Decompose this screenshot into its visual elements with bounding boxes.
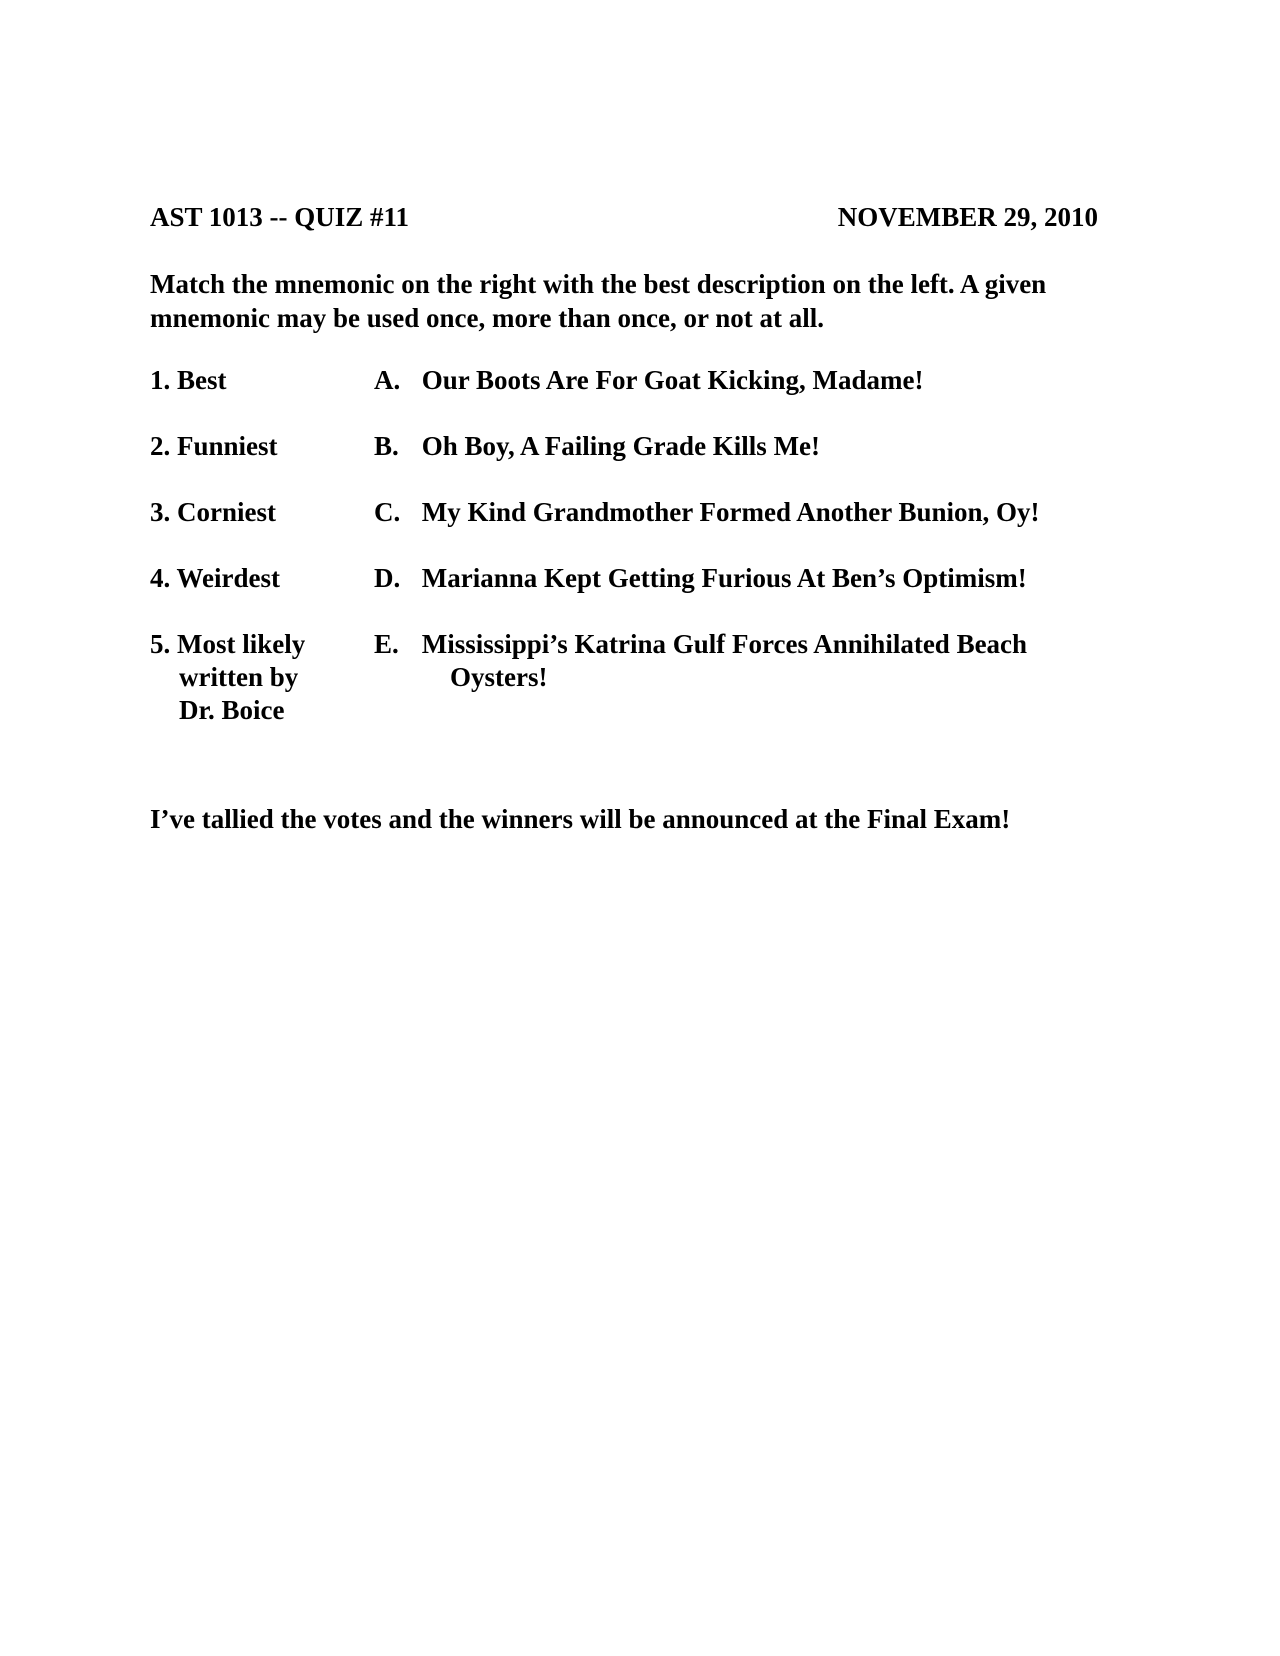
option-letter-b: B. — [374, 431, 399, 461]
closing-note: I’ve tallied the votes and the winners will be announced at the Final Exam! — [150, 804, 1011, 834]
mnemonic-option-e — [374, 628, 1114, 694]
description-5 — [150, 628, 360, 727]
instructions — [150, 267, 1150, 335]
instructions-line-1: Match the mnemonic on the right with the best description on the left. A given — [150, 269, 1047, 299]
option-letter-d: D. — [374, 563, 401, 593]
description-5-line-1: 5. Most likely — [150, 629, 306, 659]
mnemonic-option-c — [374, 496, 1114, 529]
option-letter-a: A. — [374, 365, 401, 395]
mnemonic-option-b — [374, 430, 1114, 463]
option-letter-c: C. — [374, 497, 401, 527]
description-2: 2. Funniest — [150, 431, 278, 461]
mnemonic-text-d: Marianna Kept Getting Furious At Ben’s Optimism! — [421, 563, 1027, 593]
mnemonic-option-d — [374, 562, 1114, 595]
description-4: 4. Weirdest — [150, 563, 280, 593]
mnemonic-text-e: Mississippi’s Katrina Gulf Forces Annihilated Beach — [421, 629, 1028, 659]
mnemonic-text-a: Our Boots Are For Goat Kicking, Madame! — [421, 365, 924, 395]
description-5-line-3: Dr. Boice — [179, 695, 285, 725]
mnemonic-option-a — [374, 364, 1114, 397]
quiz-date: NOVEMBER 29, 2010 — [837, 202, 1098, 232]
course-title: AST 1013 -- QUIZ #11 — [150, 202, 410, 232]
mnemonic-text-c: My Kind Grandmother Formed Another Bunion, Oy! — [421, 497, 1040, 527]
instructions-line-2: mnemonic may be used once, more than once, or not at all. — [150, 303, 824, 333]
description-5-line-2: written by — [179, 662, 299, 692]
mnemonic-text-b: Oh Boy, A Failing Grade Kills Me! — [421, 431, 821, 461]
mnemonic-text-e-line-2: Oysters! — [450, 662, 548, 692]
option-letter-e: E. — [374, 629, 399, 659]
description-3: 3. Corniest — [150, 497, 276, 527]
description-1: 1. Best — [150, 365, 227, 395]
